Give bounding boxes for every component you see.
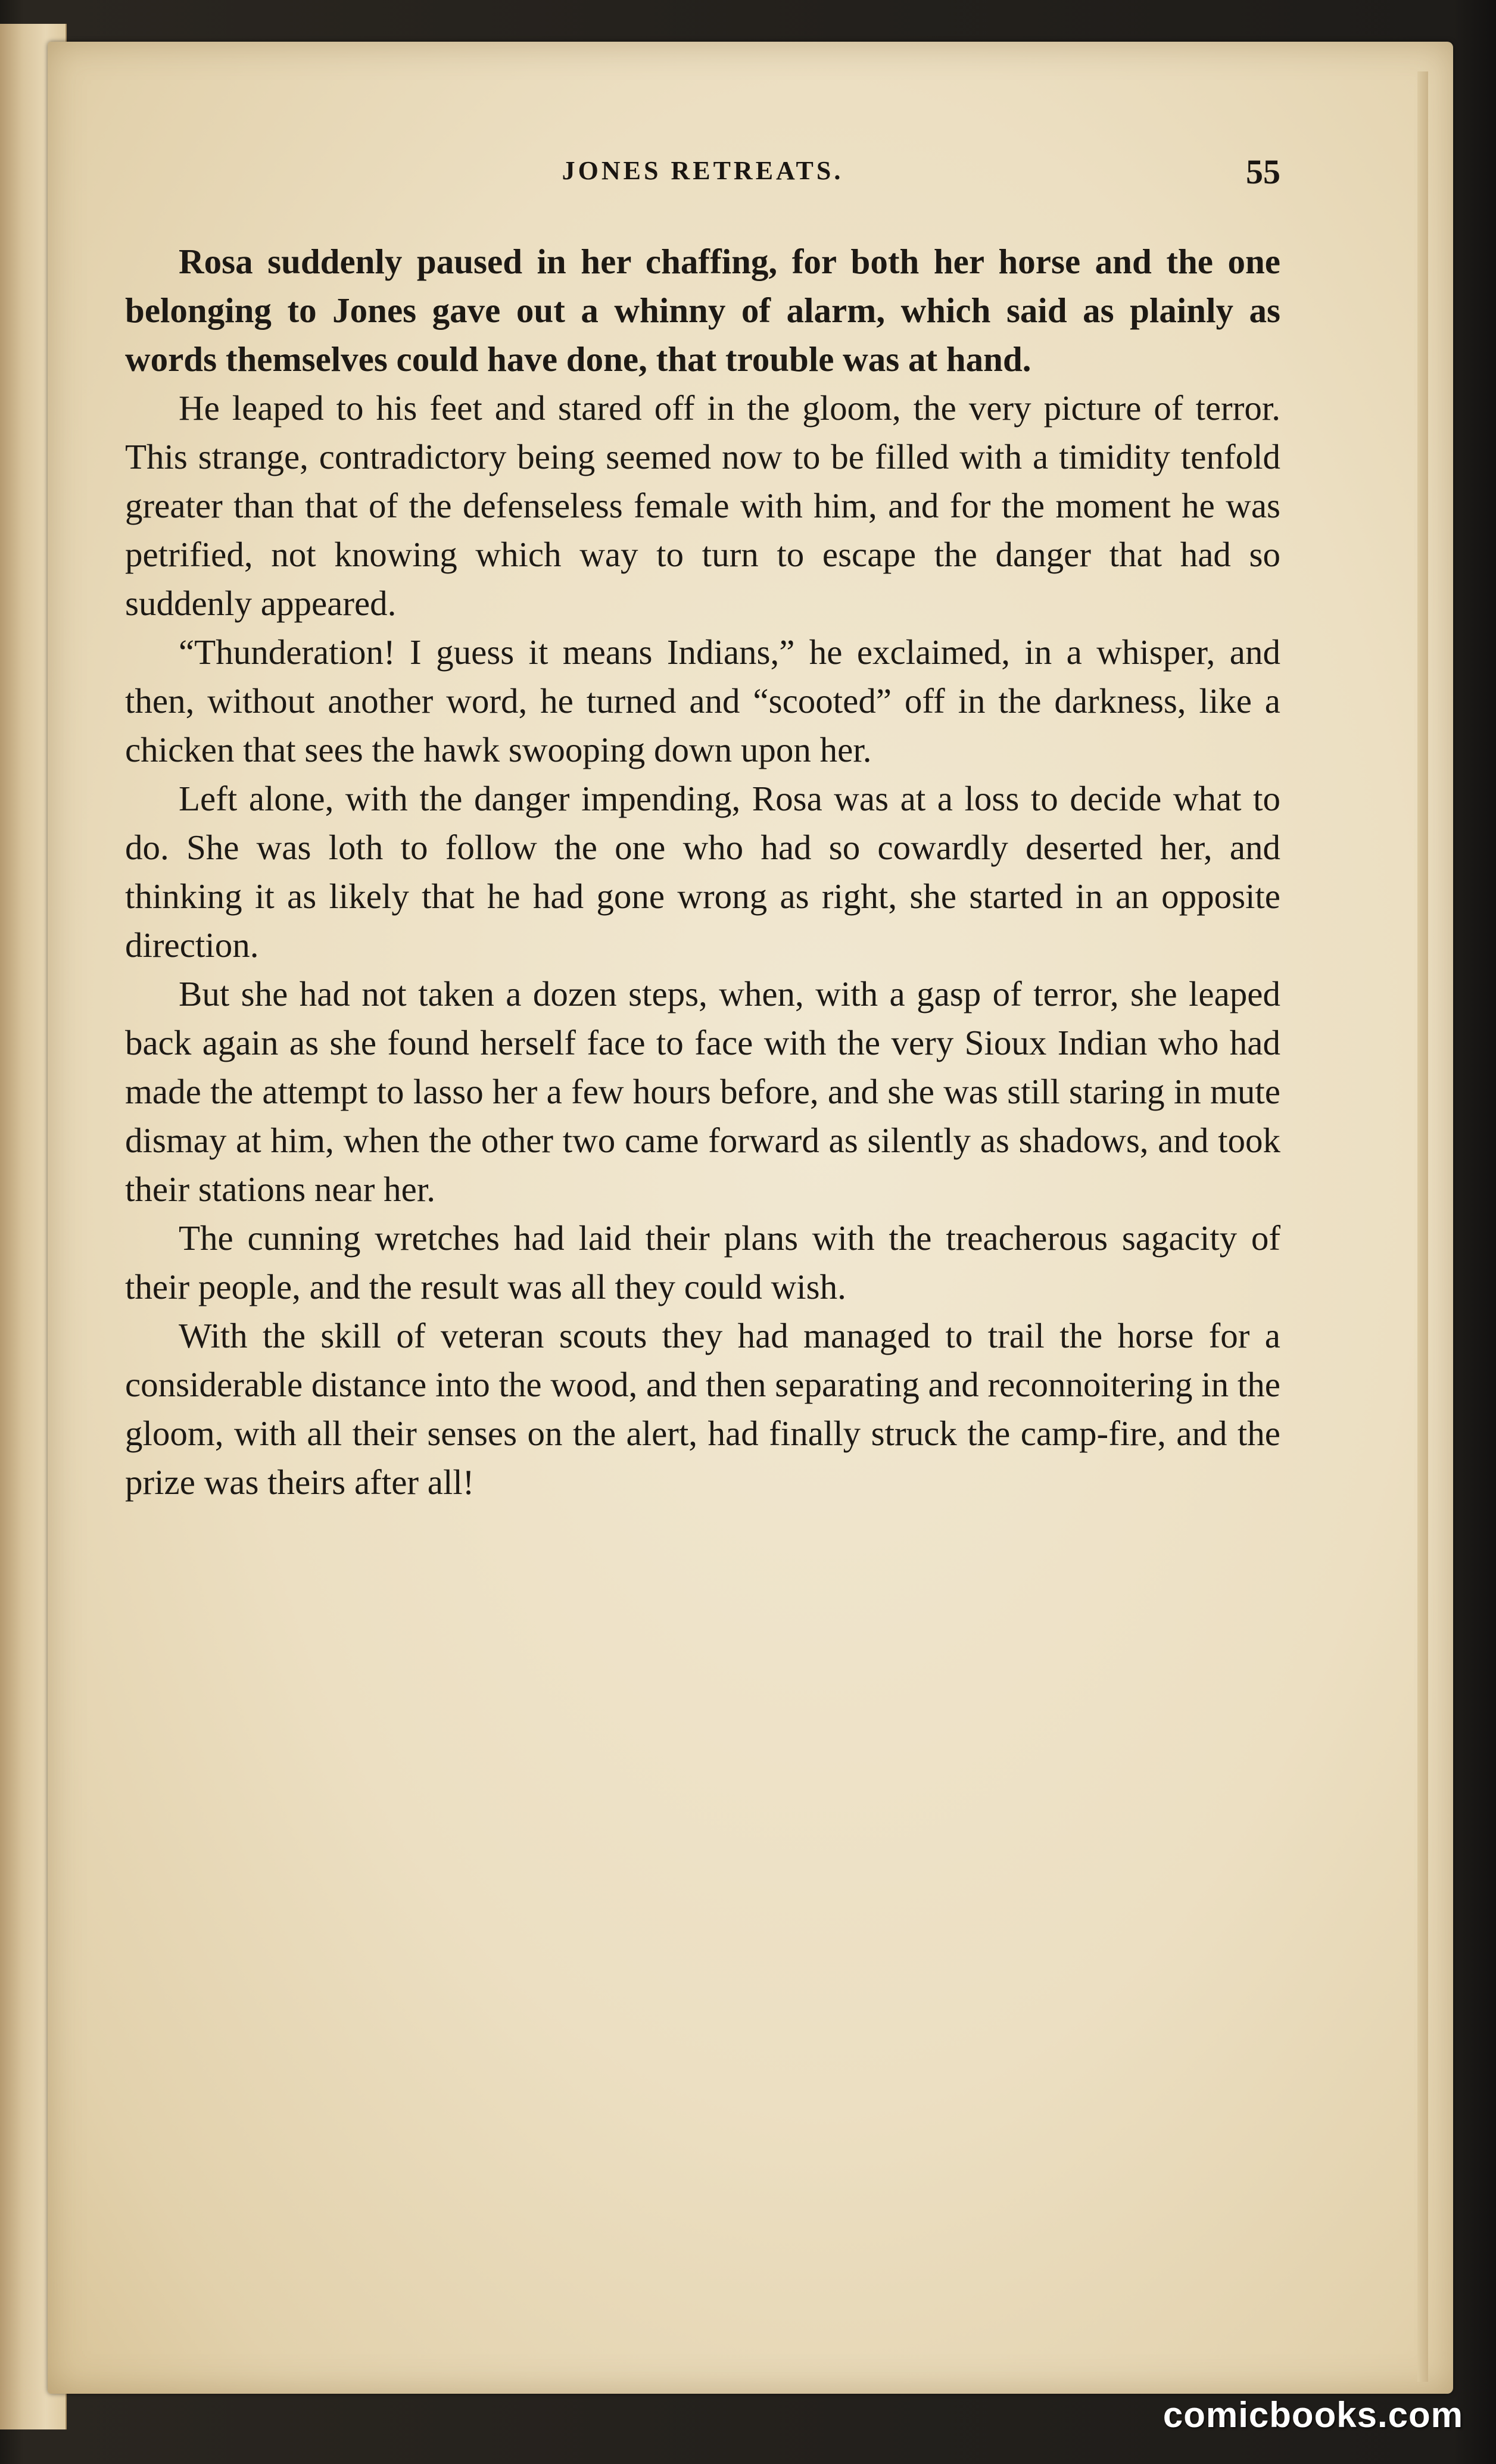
paragraph: With the skill of veteran scouts they had managed to trail the horse for a considerable distance into the wood, and then separating and reconnoitering in the gloom, with all their senses on the alert, had finally struck the camp-fire, and the prize was theirs after all! xyxy=(125,1316,1280,1502)
running-head: JONES RETREATS. xyxy=(562,156,844,185)
paragraph: But she had not taken a dozen steps, when, with a gasp of terror, she leaped back again as she found herself face to face with the very Sioux Indian who had made the attempt to lasso her a few hours before, and she was still staring in mute dismay at him, when the other two came forward as silently as shadows, and took their stations near her. xyxy=(125,974,1280,1209)
paragraph: He leaped to his feet and stared off in the gloom, the very picture of terror. This strange, contradictory being seemed now to be filled with a timidity tenfold greater than that of the defenseless female with him, and for the moment he was petrified, not knowing which way to turn to escape the danger that had so suddenly appeared. xyxy=(125,388,1280,623)
page-number: 55 xyxy=(1246,152,1280,191)
paragraph: The cunning wretches had laid their plans with the treacherous sagacity of their people, and the result was all they could wish. xyxy=(125,1218,1280,1306)
paragraph: Rosa suddenly paused in her chaffing, for both her horse and the one belonging to Jones gave out a whinny of alarm, which said as plainly as words themselves could have done, that trouble was at hand. xyxy=(125,242,1280,379)
body-text xyxy=(125,237,1280,1507)
page-header xyxy=(125,152,1280,205)
watermark-text: comicbooks.com xyxy=(1162,2395,1463,2435)
paragraph: “Thunderation! I guess it means Indians,” he exclaimed, in a whisper, and then, without another word, he turned and “scooted” off in the darkness, like a chicken that sees the hawk swooping down upon her. xyxy=(125,632,1280,769)
paragraph: Left alone, with the danger impending, Rosa was at a loss to decide what to do. She was loth to follow the one who had so cowardly deserted her, and thinking it as likely that he had gone wrong as right, she started in an opposite direction. xyxy=(125,779,1280,965)
page-edge xyxy=(1417,71,1428,2382)
